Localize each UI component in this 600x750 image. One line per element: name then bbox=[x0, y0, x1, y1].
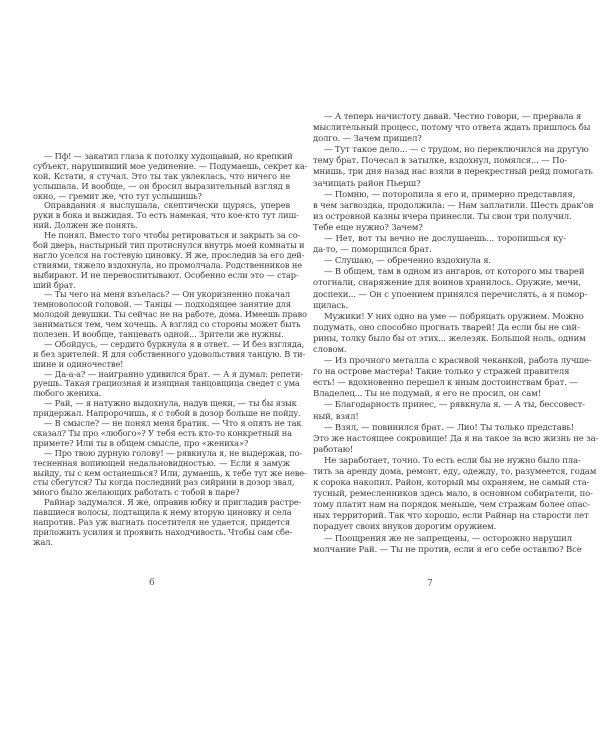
text-line: бой дверь, настырный тип протиснулся внутрь моей комнаты и bbox=[33, 240, 305, 251]
text-line: — Из прочного металла с красивой чеканкой, работа лучше- bbox=[324, 356, 592, 367]
text-line: придержал. Напророчишь, я с тобой в дозор больше не пойду. bbox=[33, 408, 301, 419]
text-line: напротив. Раз уж выгнать посетителя не удается, придется bbox=[33, 516, 290, 527]
text-line: Владелец... Ты не подумай, я его не просил, он сам! bbox=[313, 389, 541, 400]
text-line: к сорока накопил. Район, который мы охраняем, не самый ста- bbox=[313, 478, 590, 489]
paragraph bbox=[313, 533, 582, 556]
text-line: — Пф! — закатил глаза к потолку худощавый, но крепкий bbox=[44, 151, 293, 161]
text-line: тусный, ремесленников здесь мало, в основном собиратели, по- bbox=[313, 489, 593, 500]
text-line: Это же настоящее сокровище! Да я на такое за всю жизнь не за- bbox=[313, 433, 599, 444]
text-line: выбирают. И не перевоспитывают. Особенно если это — стар- bbox=[33, 269, 299, 280]
text-line: Не заработает, точно. То есть если бы не нужно было пла- bbox=[324, 455, 581, 466]
text-line: окно, — гремит же, что тут услышишь? bbox=[33, 190, 202, 201]
text-line: мнишь, три дня назад нас взяли в перекрестный рейд помогать bbox=[313, 167, 593, 178]
text-line: ший брат. bbox=[33, 279, 76, 290]
paragraph bbox=[33, 418, 302, 449]
text-line: темноволосой головой. — Танцы — подходящее занятие для bbox=[33, 299, 291, 310]
text-line: — Тут такое дело... — с трудом, но переключился на другую bbox=[324, 145, 589, 156]
text-line: словом. bbox=[313, 344, 347, 355]
text-line: тить за аренду дома, ремонт, еду, одежду, то, разумеется, годам bbox=[313, 467, 597, 477]
text-line: жал. bbox=[33, 536, 53, 547]
text-line: щилась. bbox=[313, 300, 349, 311]
text-line: руки в бока и выжидая. То есть намекая, что кое-кто тут лиш- bbox=[33, 210, 299, 221]
right-page-text bbox=[313, 112, 599, 556]
text-line: есть! — вдохновенно перешел к иным достоинствам брат. — bbox=[313, 378, 578, 389]
text-line: — Обойдусь, — сердито буркнула я в ответ. — И без взгляда, bbox=[44, 338, 305, 349]
text-line: зачищать район Пьерш? bbox=[313, 178, 421, 189]
paragraph bbox=[313, 267, 588, 311]
text-line: Тебе еще нужно? Зачем? bbox=[313, 222, 423, 233]
text-line: приложить усилия и проявить находчивость. Чтобы сам сбе- bbox=[33, 526, 293, 537]
paragraph bbox=[33, 447, 307, 498]
text-line: в чем загвоздка, продолжила: — Нам заплатили. Шесть драк'ов bbox=[313, 200, 594, 211]
text-line: много было желающих работать с тобой в паре? bbox=[33, 487, 240, 498]
text-line: полезен. И вообще, танцевать одной... Зрители же нужны. bbox=[33, 329, 284, 340]
text-line: да-то, — поморщился брат. bbox=[313, 245, 432, 256]
text-line: выйду, ты с кем останешься? Или, думаешь, к тебе тут же неве- bbox=[33, 467, 307, 478]
text-line: тесненная вопиющей недальновидностью. — Если я замуж bbox=[33, 457, 290, 468]
paragraph bbox=[33, 497, 302, 547]
paragraph bbox=[33, 368, 303, 400]
text-line: молодой девушки. Ты сейчас не на работе, дома. Имеешь право bbox=[33, 309, 307, 320]
text-line: рины, толку было бы от этих... железяк. Большой ноль, одним bbox=[313, 333, 586, 344]
text-line: — А теперь начистоту давай. Честно говори, — прервала я bbox=[324, 112, 582, 122]
text-line: ний. Должен же понять. bbox=[33, 220, 138, 231]
text-line: тему брат. Почесал в затылке, вздохнул, помялся... — По- bbox=[313, 156, 568, 167]
paragraph bbox=[313, 311, 586, 356]
text-line: — В смысле? — не понял меня братик. — Что я опять не так bbox=[44, 418, 302, 429]
text-line: субъект, нарушивший мое уединение. — Подумаешь, секрет ка- bbox=[33, 160, 308, 171]
paragraph bbox=[313, 234, 566, 256]
page-number-right: 7 bbox=[427, 579, 433, 589]
paragraph bbox=[33, 151, 308, 201]
paragraph bbox=[33, 289, 307, 340]
text-line: порадует своих внуков дорогим оружием. bbox=[313, 522, 497, 533]
paragraph bbox=[313, 256, 566, 267]
text-line: молчание Рай. — Ты не против, если я его себе оставлю? Все bbox=[313, 544, 582, 555]
text-line: — Да-а-а? — наигранно удивился брат. — А я думал: репети- bbox=[44, 368, 303, 379]
text-line: Оправдания я выслушала, скептически щурясь, уперев bbox=[44, 200, 290, 211]
paragraph bbox=[313, 145, 593, 189]
text-line: — Поощрения же не запрещены, — осторожно нарушил bbox=[324, 533, 572, 544]
text-line: Райнар задумался. Я же, оправив юбку и пригладив растре- bbox=[44, 497, 302, 508]
paragraph bbox=[313, 455, 597, 534]
text-line: примете? Или ты в общем смысле, про «жениха»? bbox=[33, 437, 249, 448]
text-line: любого жениха. bbox=[33, 388, 102, 399]
text-line: ный, взял! bbox=[313, 411, 359, 422]
text-line: доспехи... — Он с упоением принялся перечислять, а я помор- bbox=[313, 289, 588, 300]
paragraph bbox=[313, 400, 585, 422]
text-line: — Про твою дурную голову! — рявкнула я, не выдержав, по- bbox=[44, 447, 303, 458]
text-line: подумать, оно способно прогнать тварей! Да если бы не сий- bbox=[313, 322, 580, 333]
text-line: Не понял. Вместо того чтобы ретироваться и закрыть за со- bbox=[44, 230, 301, 241]
text-line: сказал? Ты про «любого»? У тебя есть кто-то конкретный на bbox=[33, 427, 292, 438]
text-line: мыслительный процесс, потому что ответа ждать пришлось бы bbox=[313, 123, 591, 134]
text-line: — Рай, — я натужно выдохнула, надув щеки, — ты бы язык bbox=[44, 398, 297, 409]
text-line: долго. — Зачем пришел? bbox=[313, 134, 422, 145]
text-line: тому платят нам на порядок меньше, чем стражам более опас- bbox=[313, 500, 590, 511]
left-page-text bbox=[33, 151, 308, 548]
paragraph bbox=[313, 422, 599, 456]
paragraph bbox=[33, 230, 305, 290]
text-line: заниматься тем, чем хочешь. А взгляд со стороны может быть bbox=[33, 319, 301, 330]
text-line: и без зрителей. Я для собственного удовольствия танцую. В ти- bbox=[33, 348, 306, 359]
text-line: сты сбегутся? Ты когда последний раз сийрини в дозор звал, bbox=[33, 477, 295, 488]
text-line: — Ты чего на меня взъелась? — Он укоризненно покачал bbox=[44, 289, 290, 300]
page-number-left: 6 bbox=[149, 578, 155, 588]
text-line: — В общем, там в одном из ангаров, от которого мы тварей bbox=[324, 267, 585, 278]
paragraph bbox=[313, 356, 592, 400]
paragraph bbox=[33, 338, 306, 370]
text-line: руешь. Такая грациозная и изящная танцовщица сведет с ума bbox=[33, 378, 300, 389]
text-line: — Слушаю, — обреченно вздохнула я. bbox=[324, 256, 491, 267]
paragraph bbox=[33, 398, 301, 419]
text-line: шине и одиночестве! bbox=[33, 358, 124, 369]
text-line: Мужики! У них одно на уме — побряцать оружием. Можно bbox=[324, 311, 584, 322]
paragraph bbox=[313, 189, 594, 234]
text-line: кой. Кстати, я стучал. Это ты так увлеклась, что ничего не bbox=[33, 170, 290, 181]
text-line: нагло уселся на гостевую циновку. Я же, проследив за его дей- bbox=[33, 249, 305, 260]
text-line: ствиями, тяжело вздохнула, но промолчала. Родственников не bbox=[33, 259, 303, 270]
text-line: — Взял, — повинился брат. — Лио! Ты только представь! bbox=[324, 422, 575, 433]
text-line: ных территорий. Так что хорошо, если Райнар на старости лет bbox=[313, 511, 589, 522]
paragraph bbox=[313, 112, 591, 145]
paragraph bbox=[33, 200, 299, 231]
text-line: павшиеся волосы, подтащила к нему вторую циновку и села bbox=[33, 507, 292, 518]
text-line: работаю! bbox=[313, 444, 354, 455]
text-line: го на острове мастера! Такие только у стражей правителя bbox=[313, 367, 570, 378]
text-line: из островной казны вчера принесли. Ты свои три получил. bbox=[313, 211, 572, 222]
text-line: — Нет, вот ты вечно не дослушаешь... торопишься ку- bbox=[324, 234, 566, 245]
text-line: — Благодарность принес, — рявкнула я. — А ты, бессовест- bbox=[324, 400, 585, 411]
text-line: — Помню, — поторопила я его и, примерно представляя, bbox=[324, 189, 576, 200]
text-line: отогнали, снаряжение для воинов хранилось. Оружие, мечи, bbox=[313, 278, 581, 289]
text-line: услышала. И вообще, — он бросил выразительный взгляд в bbox=[33, 180, 290, 191]
